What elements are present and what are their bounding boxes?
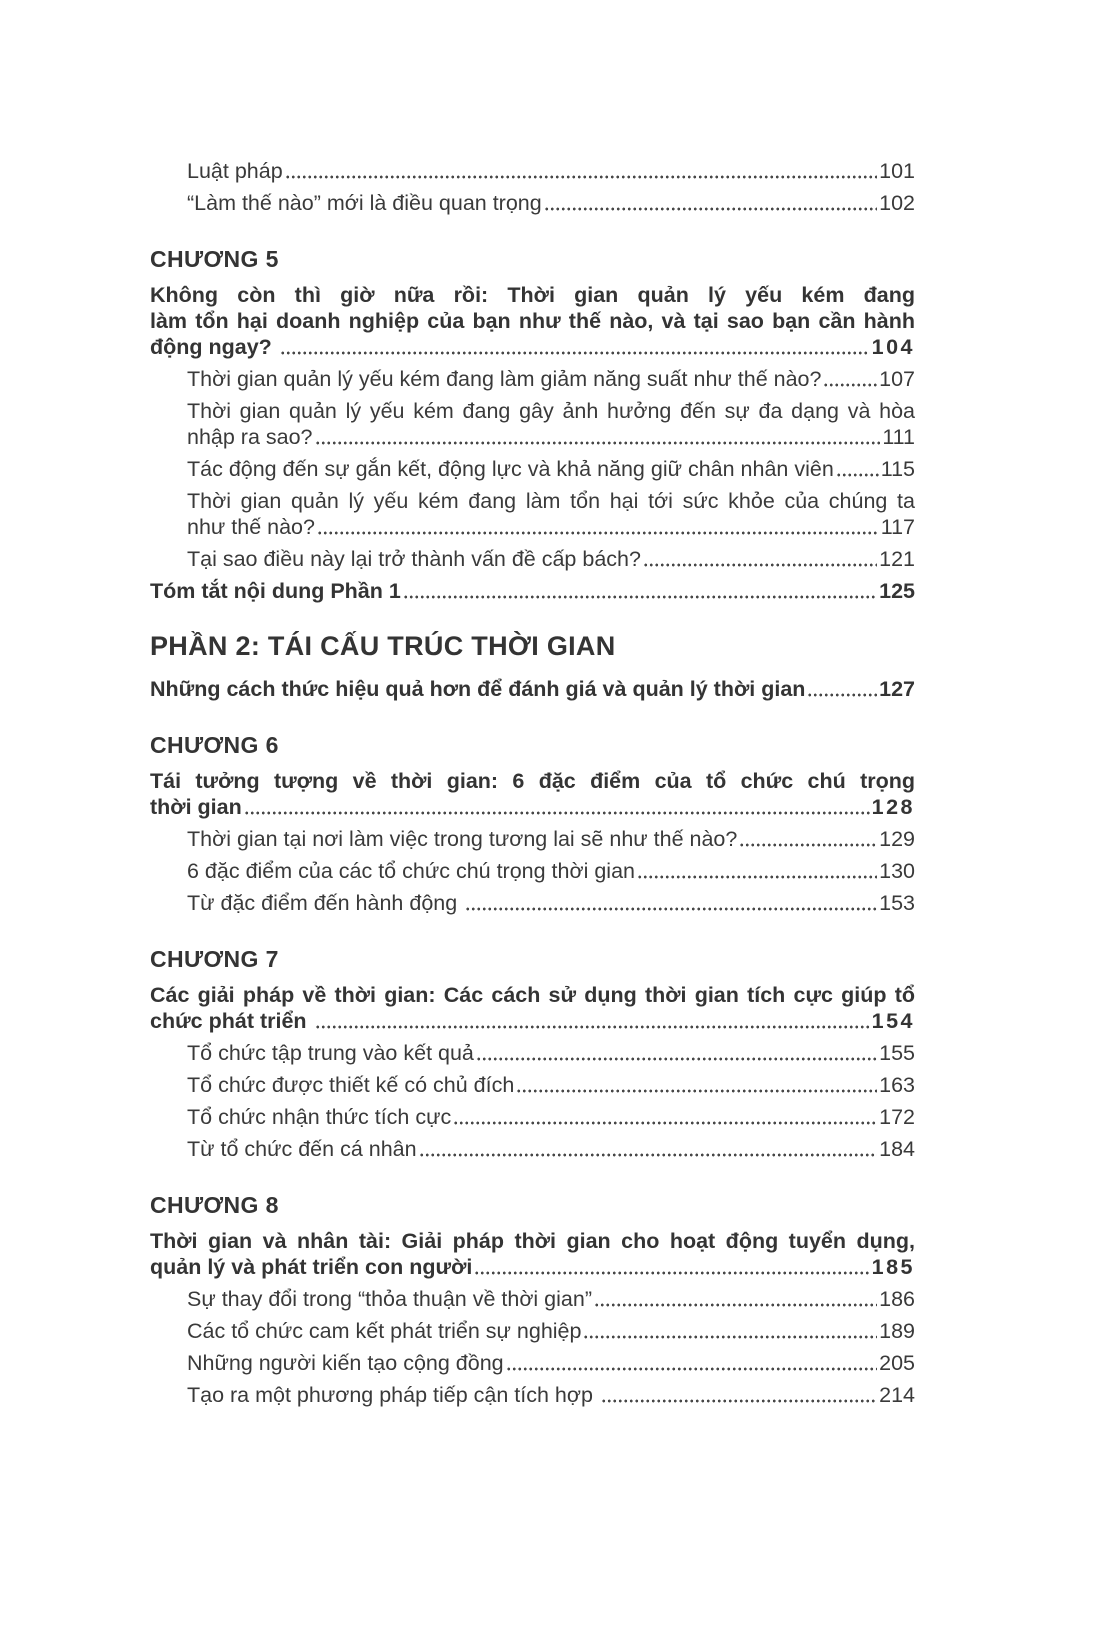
- chapter-heading: CHƯƠNG 7: [150, 946, 279, 972]
- toc-entry: [187, 546, 915, 572]
- toc-entry: [187, 826, 915, 852]
- toc-section: [150, 158, 915, 216]
- page-number: 125: [879, 579, 915, 603]
- entry-text: Những người kiến tạo cộng đồng: [187, 1351, 504, 1375]
- entry-text: Tổ chức nhận thức tích cực: [187, 1105, 452, 1129]
- entry-text: chức phát triển: [150, 1009, 313, 1033]
- dot-leader: [453, 1120, 877, 1126]
- page-number: 185: [871, 1255, 915, 1279]
- page-number: 184: [879, 1137, 915, 1161]
- dot-leader: [807, 692, 877, 698]
- dot-leader: [285, 174, 877, 180]
- dot-leader: [465, 906, 877, 912]
- page-number: 129: [879, 827, 915, 851]
- chapter-title: [150, 768, 915, 820]
- dot-leader: [317, 530, 879, 536]
- dot-leader: [474, 1270, 869, 1276]
- entry-text: như thế nào?: [187, 515, 315, 539]
- entry-text: thời gian: [150, 795, 242, 819]
- entry-text-line: Không còn thì giờ nữa rồi: Thời gian quản lý yếu kém đang: [150, 283, 915, 307]
- entry-last-line: [187, 514, 915, 540]
- entry-last-line: [187, 858, 915, 884]
- dot-leader: [637, 874, 877, 880]
- entry-text: Tổ chức tập trung vào kết quả: [187, 1041, 474, 1065]
- toc-entry: [187, 488, 915, 540]
- toc-section: [150, 1192, 915, 1408]
- table-of-contents: [150, 158, 915, 1408]
- toc-entry: [187, 456, 915, 482]
- page-number: 107: [879, 367, 915, 391]
- toc-entry: [187, 1136, 915, 1162]
- part-subtitle: [150, 676, 915, 702]
- entry-text-line: Tái tưởng tượng về thời gian: 6 đặc điểm của tổ chức chú trọng: [150, 769, 915, 793]
- page-number: 127: [879, 677, 915, 701]
- chapter-title: [150, 282, 915, 360]
- dot-leader: [583, 1334, 877, 1340]
- page-number: 163: [879, 1073, 915, 1097]
- entry-text: Sự thay đổi trong “thỏa thuận về thời gian”: [187, 1287, 592, 1311]
- dot-leader: [594, 1302, 877, 1308]
- entry-last-line: [187, 1382, 915, 1408]
- page-number: 214: [879, 1383, 915, 1407]
- dot-leader: [836, 472, 879, 478]
- dot-leader: [823, 382, 877, 388]
- entry-text: Tạo ra một phương pháp tiếp cận tích hợp: [187, 1383, 599, 1407]
- toc-section: [150, 732, 915, 916]
- page-number: 121: [879, 547, 915, 571]
- page-number: 172: [879, 1105, 915, 1129]
- summary-entry: [150, 578, 915, 604]
- entry-text: động ngay?: [150, 335, 278, 359]
- entry-text-line: Thời gian và nhân tài: Giải pháp thời gian cho hoạt động tuyển dụng,: [150, 1229, 915, 1253]
- page-number: 117: [880, 515, 915, 539]
- part-heading: PHẦN 2: TÁI CẤU TRÚC THỜI GIAN: [150, 631, 616, 661]
- toc-entry: [187, 1286, 915, 1312]
- page-number: 155: [879, 1041, 915, 1065]
- toc-entry: [187, 366, 915, 392]
- entry-last-line: [187, 190, 915, 216]
- dot-leader: [476, 1056, 877, 1062]
- dot-leader: [403, 594, 877, 600]
- toc-entry: [187, 398, 915, 450]
- toc-entry: [187, 890, 915, 916]
- entry-text: Tóm tắt nội dung Phần 1: [150, 579, 401, 603]
- entry-text: Các tổ chức cam kết phát triển sự nghiệp: [187, 1319, 582, 1343]
- entry-last-line: [187, 1286, 915, 1312]
- dot-leader: [601, 1398, 877, 1404]
- toc-entry: [187, 1382, 915, 1408]
- entry-last-line: [187, 1318, 915, 1344]
- chapter-heading: CHƯƠNG 8: [150, 1192, 279, 1218]
- entry-text: Thời gian tại nơi làm việc trong tương lai sẽ như thế nào?: [187, 827, 738, 851]
- dot-leader: [244, 810, 870, 816]
- entry-text: Thời gian quản lý yếu kém đang làm giảm năng suất như thế nào?: [187, 367, 822, 391]
- entry-last-line: [150, 334, 915, 360]
- toc-entry: [187, 1318, 915, 1344]
- page-number: 115: [880, 457, 915, 481]
- entry-last-line: [150, 1254, 915, 1280]
- page-number: 104: [871, 335, 915, 359]
- page-number: 101: [879, 159, 915, 183]
- page-number: 128: [871, 795, 915, 819]
- entry-text-line: Thời gian quản lý yếu kém đang làm tổn hại tới sức khỏe của chúng ta: [187, 489, 915, 513]
- dot-leader: [506, 1366, 878, 1372]
- dot-leader: [643, 562, 877, 568]
- entry-text: Từ đặc điểm đến hành động: [187, 891, 464, 915]
- entry-last-line: [150, 1008, 915, 1034]
- dot-leader: [419, 1152, 878, 1158]
- dot-leader: [315, 440, 881, 446]
- entry-last-line: [187, 456, 915, 482]
- toc-entry: [187, 158, 915, 184]
- entry-last-line: [187, 1104, 915, 1130]
- chapter-title: [150, 1228, 915, 1280]
- entry-text-line: Các giải pháp về thời gian: Các cách sử dụng thời gian tích cực giúp tổ: [150, 983, 915, 1007]
- entry-last-line: [187, 1072, 915, 1098]
- entry-last-line: [187, 890, 915, 916]
- toc-section: [150, 946, 915, 1162]
- entry-text: quản lý và phát triển con người: [150, 1255, 473, 1279]
- toc-entry: [187, 1350, 915, 1376]
- entry-last-line: [187, 158, 915, 184]
- page-number: 130: [879, 859, 915, 883]
- page-number: 102: [879, 191, 915, 215]
- toc-section: [150, 246, 915, 604]
- page-number: 189: [879, 1319, 915, 1343]
- chapter-heading: CHƯƠNG 6: [150, 732, 279, 758]
- page-number: 111: [882, 425, 915, 449]
- dot-leader: [315, 1024, 870, 1030]
- page-number: 186: [879, 1287, 915, 1311]
- chapter-heading: CHƯƠNG 5: [150, 246, 279, 272]
- page-number: 205: [879, 1351, 915, 1375]
- dot-leader: [280, 350, 870, 356]
- page-number: 153: [879, 891, 915, 915]
- entry-text: nhập ra sao?: [187, 425, 313, 449]
- entry-last-line: [187, 546, 915, 572]
- dot-leader: [739, 842, 877, 848]
- chapter-title: [150, 982, 915, 1034]
- entry-text: Những cách thức hiệu quả hơn để đánh giá và quản lý thời gian: [150, 677, 806, 701]
- toc-entry: [187, 190, 915, 216]
- dot-leader: [516, 1088, 877, 1094]
- entry-text: “Làm thế nào” mới là điều quan trọng: [187, 191, 542, 215]
- toc-section: [150, 630, 915, 702]
- entry-last-line: [150, 794, 915, 820]
- entry-text: Từ tổ chức đến cá nhân: [187, 1137, 417, 1161]
- entry-text-line: Thời gian quản lý yếu kém đang gây ảnh hưởng đến sự đa dạng và hòa: [187, 399, 915, 423]
- entry-last-line: [187, 1350, 915, 1376]
- toc-entry: [187, 1040, 915, 1066]
- entry-last-line: [187, 366, 915, 392]
- entry-last-line: [187, 826, 915, 852]
- dot-leader: [544, 206, 877, 212]
- entry-last-line: [187, 1040, 915, 1066]
- entry-last-line: [150, 676, 915, 702]
- entry-text: Tại sao điều này lại trở thành vấn đề cấp bách?: [187, 547, 641, 571]
- toc-entry: [187, 858, 915, 884]
- entry-text: 6 đặc điểm của các tổ chức chú trọng thời gian: [187, 859, 635, 883]
- entry-text: Tổ chức được thiết kế có chủ đích: [187, 1073, 515, 1097]
- entry-last-line: [187, 1136, 915, 1162]
- entry-last-line: [150, 578, 915, 604]
- entry-text: Tác động đến sự gắn kết, động lực và khả năng giữ chân nhân viên: [187, 457, 834, 481]
- entry-text-line: làm tổn hại doanh nghiệp của bạn như thế nào, và tại sao bạn cần hành: [150, 309, 915, 333]
- toc-entry: [187, 1072, 915, 1098]
- entry-text: Luật pháp: [187, 159, 283, 183]
- page-number: 154: [871, 1009, 915, 1033]
- entry-last-line: [187, 424, 915, 450]
- toc-entry: [187, 1104, 915, 1130]
